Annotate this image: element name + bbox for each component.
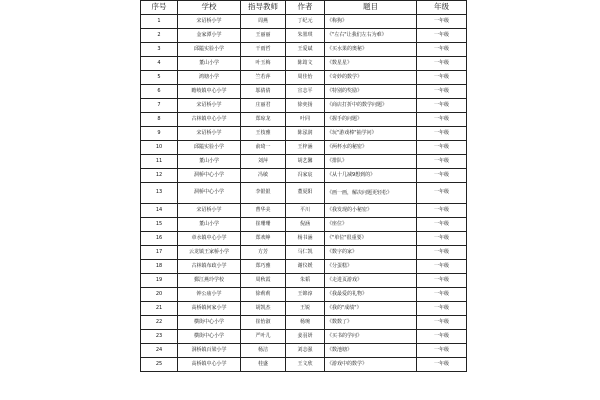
cell-school: 洞桥镇百梁小学: [178, 344, 241, 358]
cell-school: 高桥镇何家小学: [178, 302, 241, 316]
cell-teacher: 胡凯杰: [241, 302, 286, 316]
cell-no: 25: [141, 358, 178, 372]
cell-author: 冯家宸: [286, 169, 325, 183]
header-teacher: 指导教师: [241, 1, 286, 15]
cell-author: 倪涵: [286, 218, 325, 232]
cell-school: 宋诏桥小学: [178, 15, 241, 29]
cell-school: 洞桥中心小学: [178, 169, 241, 183]
cell-no: 13: [141, 183, 178, 204]
cell-title: 《买水果的奥秘》: [325, 43, 417, 57]
cell-title: 《我的"成绩"》: [325, 302, 417, 316]
cell-author: 刘志强: [286, 344, 325, 358]
cell-title: 《座位》: [325, 218, 417, 232]
cell-no: 12: [141, 169, 178, 183]
table-row: [141, 57, 467, 71]
cell-grade: 一年级: [417, 204, 467, 218]
cell-teacher: 王丽丽: [241, 29, 286, 43]
header-title: 题目: [325, 1, 417, 15]
header-school: 学校: [178, 1, 241, 15]
cell-grade: 一年级: [417, 344, 467, 358]
cell-no: 20: [141, 288, 178, 302]
cell-title: 《画一画，解决问题更轻松》: [325, 183, 417, 204]
cell-school: 云龙镇王家桥小学: [178, 246, 241, 260]
table-row: [141, 344, 467, 358]
cell-author: 朱墨琪: [286, 29, 325, 43]
cell-grade: 一年级: [417, 127, 467, 141]
cell-grade: 一年级: [417, 358, 467, 372]
cell-title: 《两杯水的秘密》: [325, 141, 417, 155]
cell-title: 《分蛋糕》: [325, 260, 417, 274]
cell-author: 王爱斌: [286, 43, 325, 57]
cell-teacher: 桂盛: [241, 358, 286, 372]
cell-no: 1: [141, 15, 178, 29]
cell-school: 古林镇布政小学: [178, 260, 241, 274]
cell-teacher: 周燕: [241, 15, 286, 29]
cell-title: 《数数了》: [325, 316, 417, 330]
cell-author: 杨书涵: [286, 232, 325, 246]
table-row: [141, 127, 467, 141]
cell-title: 《数星星》: [325, 57, 417, 71]
table-row: [141, 204, 467, 218]
cell-grade: 一年级: [417, 43, 467, 57]
cell-no: 23: [141, 330, 178, 344]
cell-teacher: 杨洁: [241, 344, 286, 358]
cell-title: 《数池塘》: [325, 344, 417, 358]
table-row: [141, 43, 467, 57]
cell-grade: 一年级: [417, 71, 467, 85]
cell-teacher: 严叶儿: [241, 330, 286, 344]
cell-title: 《"左右"让我们左右为难》: [325, 29, 417, 43]
table-row: [141, 155, 467, 169]
cell-school: 古林镇中心小学: [178, 113, 241, 127]
cell-no: 2: [141, 29, 178, 43]
header-no: 序号: [141, 1, 178, 15]
cell-no: 10: [141, 141, 178, 155]
cell-author: 王文欣: [286, 358, 325, 372]
cell-teacher: 庄丽君: [241, 99, 286, 113]
table-row: [141, 358, 467, 372]
table-row: [141, 183, 467, 204]
cell-author: 宣志平: [286, 85, 325, 99]
cell-school: 鄞江燕玲学校: [178, 274, 241, 288]
cell-title: 《排队》: [325, 155, 417, 169]
cell-teacher: 竺若萍: [241, 71, 286, 85]
cell-author: 丁纪元: [286, 15, 325, 29]
table-row: [141, 113, 467, 127]
cell-author: 姜羽妍: [286, 330, 325, 344]
cell-no: 4: [141, 57, 178, 71]
table-row: [141, 15, 467, 29]
cell-teacher: 曹华美: [241, 204, 286, 218]
cell-no: 18: [141, 260, 178, 274]
cell-no: 5: [141, 71, 178, 85]
cell-grade: 一年级: [417, 316, 467, 330]
cell-grade: 一年级: [417, 155, 467, 169]
cell-school: 董山小学: [178, 57, 241, 71]
cell-teacher: 王枝雅: [241, 127, 286, 141]
cell-grade: 一年级: [417, 260, 467, 274]
cell-grade: 一年级: [417, 218, 467, 232]
cell-title: 《游戏中的数学》: [325, 358, 417, 372]
cell-grade: 一年级: [417, 113, 467, 127]
cell-author: 杨琬: [286, 316, 325, 330]
cell-teacher: 叶玉梅: [241, 57, 286, 71]
cell-school: 董山小学: [178, 218, 241, 232]
cell-title: 《我最爱的礼物》: [325, 288, 417, 302]
cell-title: 《握手的问题》: [325, 113, 417, 127]
cell-grade: 一年级: [417, 274, 467, 288]
table-row: [141, 274, 467, 288]
cell-author: 胡艺馨: [286, 155, 325, 169]
cell-no: 11: [141, 155, 178, 169]
table-row: [141, 260, 467, 274]
cell-author: 王锦淳: [286, 288, 325, 302]
cell-teacher: 俞琦一: [241, 141, 286, 155]
table-row: [141, 302, 467, 316]
table-header: [141, 1, 467, 15]
cell-school: 高桥镇中心小学: [178, 358, 241, 372]
cell-no: 22: [141, 316, 178, 330]
cell-title: 《走进页游戏》: [325, 274, 417, 288]
cell-author: 董夏阳: [286, 183, 325, 204]
cell-school: 董山小学: [178, 155, 241, 169]
cell-school: 横街中心小学: [178, 330, 241, 344]
cell-grade: 一年级: [417, 29, 467, 43]
cell-teacher: 李银银: [241, 183, 286, 204]
table-row: [141, 218, 467, 232]
cell-author: 陈筠文: [286, 57, 325, 71]
table-row: [141, 99, 467, 113]
table-row: [141, 316, 467, 330]
header-grade: 年级: [417, 1, 467, 15]
cell-school: 邱隘实验小学: [178, 141, 241, 155]
cell-teacher: 周秋霞: [241, 274, 286, 288]
cell-grade: 一年级: [417, 246, 467, 260]
cell-grade: 一年级: [417, 141, 467, 155]
cell-teacher: 方芳: [241, 246, 286, 260]
cell-author: 叶同: [286, 113, 325, 127]
cell-grade: 一年级: [417, 57, 467, 71]
table-row: [141, 29, 467, 43]
cell-teacher: 郑巧雅: [241, 260, 286, 274]
header-author: 作者: [286, 1, 325, 15]
cell-no: 7: [141, 99, 178, 113]
cell-title: 《玩"游戏棒"抽学问》: [325, 127, 417, 141]
results-table: [140, 0, 467, 372]
cell-grade: 一年级: [417, 169, 467, 183]
cell-no: 3: [141, 43, 178, 57]
cell-school: 邱隘实验小学: [178, 43, 241, 57]
table-row: [141, 288, 467, 302]
cell-title: 《"单位"很重要》: [325, 232, 417, 246]
cell-grade: 一年级: [417, 183, 467, 204]
cell-teacher: 刘萍: [241, 155, 286, 169]
results-sheet: [140, 0, 466, 400]
cell-title: 《奇妙的数学》: [325, 71, 417, 85]
cell-teacher: 崔怡淑: [241, 316, 286, 330]
table-row: [141, 71, 467, 85]
cell-author: 平川: [286, 204, 325, 218]
cell-author: 马仁凯: [286, 246, 325, 260]
cell-school: 章水镇中心小学: [178, 232, 241, 246]
cell-teacher: 郑琼龙: [241, 113, 286, 127]
cell-title: 《我发现的小秘密》: [325, 204, 417, 218]
cell-title: 《称狗》: [325, 15, 417, 29]
cell-school: 宋诏桥小学: [178, 204, 241, 218]
header-row: [141, 1, 467, 15]
cell-teacher: 干雨哲: [241, 43, 286, 57]
cell-school: 宋诏桥小学: [178, 99, 241, 113]
cell-grade: 一年级: [417, 99, 467, 113]
cell-no: 21: [141, 302, 178, 316]
cell-teacher: 冯敏: [241, 169, 286, 183]
table-row: [141, 85, 467, 99]
table-row: [141, 232, 467, 246]
cell-teacher: 郑欢峥: [241, 232, 286, 246]
cell-author: 谢仪媛: [286, 260, 325, 274]
cell-no: 14: [141, 204, 178, 218]
cell-title: 《买书的学问》: [325, 330, 417, 344]
table-row: [141, 141, 467, 155]
cell-school: 宋诏桥小学: [178, 127, 241, 141]
cell-grade: 一年级: [417, 302, 467, 316]
cell-no: 9: [141, 127, 178, 141]
cell-author: 朱韬: [286, 274, 325, 288]
cell-no: 19: [141, 274, 178, 288]
cell-no: 15: [141, 218, 178, 232]
cell-school: 洞桥中心小学: [178, 183, 241, 204]
cell-no: 17: [141, 246, 178, 260]
cell-school: 瞻岐镇中心小学: [178, 85, 241, 99]
table-row: [141, 246, 467, 260]
cell-teacher: 徐莉莉: [241, 288, 286, 302]
cell-no: 24: [141, 344, 178, 358]
cell-school: 横街中心小学: [178, 316, 241, 330]
table-body: [141, 15, 467, 372]
cell-teacher: 崔珊珊: [241, 218, 286, 232]
cell-author: 陈泓润: [286, 127, 325, 141]
cell-no: 6: [141, 85, 178, 99]
cell-grade: 一年级: [417, 15, 467, 29]
cell-title: 《特别的奖励》: [325, 85, 417, 99]
cell-school: 金家潭小学: [178, 29, 241, 43]
table-row: [141, 169, 467, 183]
cell-no: 16: [141, 232, 178, 246]
cell-teacher: 邬倩倩: [241, 85, 286, 99]
cell-author: 王梓涵: [286, 141, 325, 155]
table-row: [141, 330, 467, 344]
cell-school: 鸿塘小学: [178, 71, 241, 85]
cell-no: 8: [141, 113, 178, 127]
cell-author: 王锐: [286, 302, 325, 316]
cell-grade: 一年级: [417, 330, 467, 344]
cell-author: 周佳怡: [286, 71, 325, 85]
cell-title: 《商店打折中的数学问题》: [325, 99, 417, 113]
cell-title: 《从十几减9想到的》: [325, 169, 417, 183]
cell-grade: 一年级: [417, 232, 467, 246]
cell-author: 徐奕扬: [286, 99, 325, 113]
cell-school: 钟公庙小学: [178, 288, 241, 302]
cell-grade: 一年级: [417, 288, 467, 302]
cell-grade: 一年级: [417, 85, 467, 99]
cell-title: 《数字的家》: [325, 246, 417, 260]
